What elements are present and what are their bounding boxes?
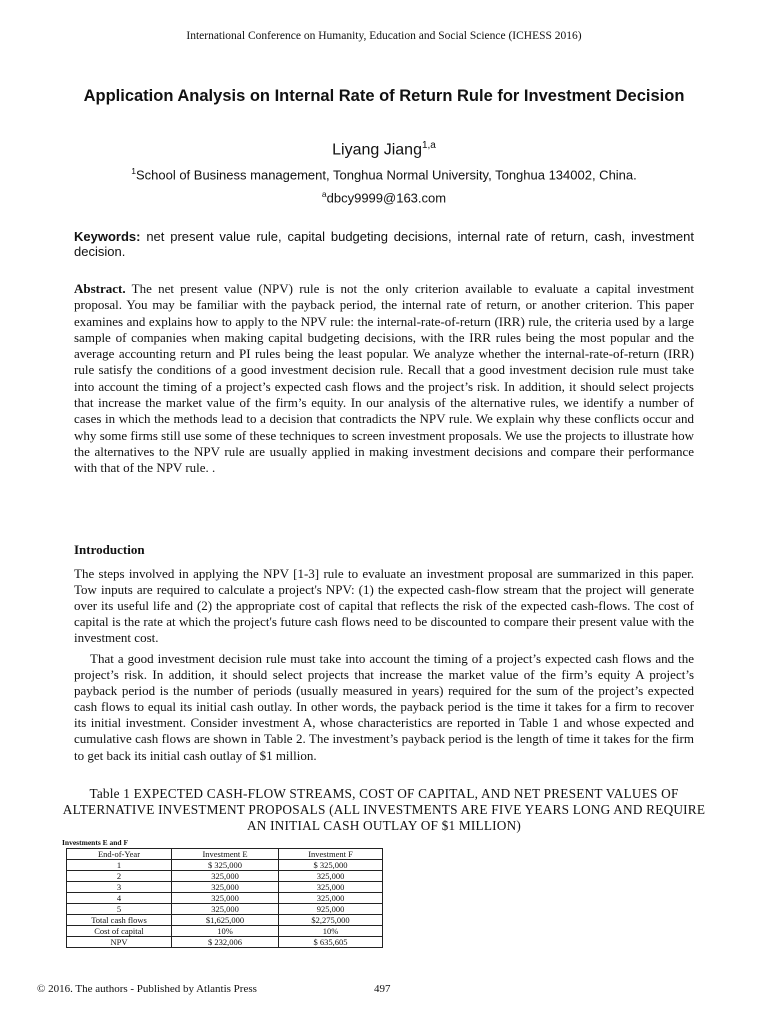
author-email — [0, 189, 768, 205]
table-cell: 325,000 — [172, 871, 279, 882]
table-cell: 325,000 — [172, 893, 279, 904]
table-cell: 1 — [67, 860, 172, 871]
table-cell: 3 — [67, 882, 172, 893]
abstract-text: The net present value (NPV) rule is not the only criterion available to evaluate a capital investment proposal. You may be familiar with the payback period, the internal rate of return, or another criterion. This paper examines and explains how to apply to the NPV rule: the internal-rate-of-return (IRR) rule, the criteria used by a large sample of companies when making capital budgeting decisions, with the IRR rules being the most popular and the average accounting return and PI rules being the least popular. We analyze whether the internal-rate-of-return (IRR) rule satisfy the conditions of a good investment decision rule. Recall that a good investment decision rule must take into account the timing of a project’s expected cash flows and the project’s risk. In addition, it should select projects that increase the market value of the firm’s equity. In our analysis of the alternative rules, we identify a number of cases in which the methods lead to a decision that contradicts the NPV rule. We explain why these conflicts occur and why some firms still use some of these techniques to screen investment proposals. We use the projects to illustrate how the alternatives to the NPV rule are usually applied in making investment decisions and compare their performance with that of the NPV rule. . — [74, 281, 695, 476]
table-row — [67, 893, 383, 904]
table-label: Investments E and F — [62, 838, 129, 847]
table-cell: $ 232,006 — [172, 937, 279, 948]
introduction-paragraph-1: The steps involved in applying the NPV [1-3] rule to evaluate an investment proposal are summarized in this paper. Tow inputs are required to calculate a project's NPV: (1) the expected cash-flow stream that the project will generate over its useful life and (2) the appropriate cost of capital that reflects the risk of the expected cash-flows. The cost of capital is the rate at which the project's future cash flows need to be discounted to compare their present value with the investment cost. — [74, 566, 694, 646]
table-caption: Table 1 EXPECTED CASH-FLOW STREAMS, COST OF CAPITAL, AND NET PRESENT VALUES OF ALTERNATIVE INVESTMENT PROPOSALS (ALL INVESTMENTS ARE FIVE YEARS LONG AND REQUIRE AN INITIAL CASH OUTLAY OF $1 MILLION) — [62, 786, 706, 833]
page-number: 497 — [374, 983, 391, 995]
keywords — [74, 229, 694, 259]
email-superscript: a — [321, 189, 327, 199]
affiliation — [0, 166, 768, 182]
table-row — [67, 937, 383, 948]
table-row — [67, 871, 383, 882]
abstract-label: Abstract. — [74, 281, 126, 296]
table-row — [67, 926, 383, 937]
table-cell: 325,000 — [279, 882, 383, 893]
table-header-cell: Investment F — [279, 849, 383, 860]
paper-title: Application Analysis on Internal Rate of Return Rule for Investment Decision — [83, 87, 685, 105]
author-line — [0, 140, 768, 159]
table-cell: $ 325,000 — [172, 860, 279, 871]
table-cell: 10% — [172, 926, 279, 937]
introduction-paragraph-2: That a good investment decision rule must take into account the timing of a project’s expected cash flows and the project’s risk. In addition, it should select projects that increase the market value of the firm’s equity A project’s payback period is the number of periods (usually measured in years) required for the sum of the project’s expected cash flows to equal its initial cash outlay. In other words, the payback period is the time it takes for a firm to recover its initial investment. Consider investment A, whose characteristics are reported in Table 1 and whose expected and cumulative cash flows are shown in Table 2. The investment’s payback period is the length of time it takes for the firm to get back its initial cash outlay of $1 million. — [74, 651, 694, 763]
investment-table — [66, 848, 383, 948]
table-row — [67, 904, 383, 915]
introduction-heading: Introduction — [74, 542, 145, 557]
table-cell: 325,000 — [172, 882, 279, 893]
table-header-row — [67, 849, 383, 860]
table-cell: 10% — [279, 926, 383, 937]
author-name: Liyang Jiang — [332, 141, 422, 159]
table-cell: $ 325,000 — [279, 860, 383, 871]
table-cell: 925,000 — [279, 904, 383, 915]
table-row — [67, 882, 383, 893]
keywords-text: net present value rule, capital budgeting decisions, internal rate of return, cash, investment decision. — [74, 229, 694, 259]
email-text: dbcy9999@163.com — [326, 190, 447, 206]
conference-header: International Conference on Humanity, Education and Social Science (ICHESS 2016) — [186, 30, 582, 42]
table-row — [67, 915, 383, 926]
table-cell: 5 — [67, 904, 172, 915]
author-superscript: 1,a — [421, 140, 436, 151]
abstract — [74, 281, 694, 477]
table-cell: $2,275,000 — [279, 915, 383, 926]
affiliation-superscript: 1 — [131, 166, 136, 176]
table-header-cell: Investment E — [172, 849, 279, 860]
table-row — [67, 860, 383, 871]
footer-copyright: © 2016. The authors - Published by Atlantis Press — [37, 983, 257, 995]
table-cell: 325,000 — [279, 893, 383, 904]
table-cell: Total cash flows — [67, 915, 172, 926]
table-cell: 2 — [67, 871, 172, 882]
table-cell: $1,625,000 — [172, 915, 279, 926]
table-cell: NPV — [67, 937, 172, 948]
table-cell: 325,000 — [279, 871, 383, 882]
table-cell: 325,000 — [172, 904, 279, 915]
table-cell: $ 635,605 — [279, 937, 383, 948]
affiliation-text: School of Business management, Tonghua Normal University, Tonghua 134002, China. — [135, 167, 637, 183]
table-cell: Cost of capital — [67, 926, 172, 937]
table-header-cell: End-of-Year — [67, 849, 172, 860]
keywords-label: Keywords: — [74, 229, 141, 244]
table-cell: 4 — [67, 893, 172, 904]
